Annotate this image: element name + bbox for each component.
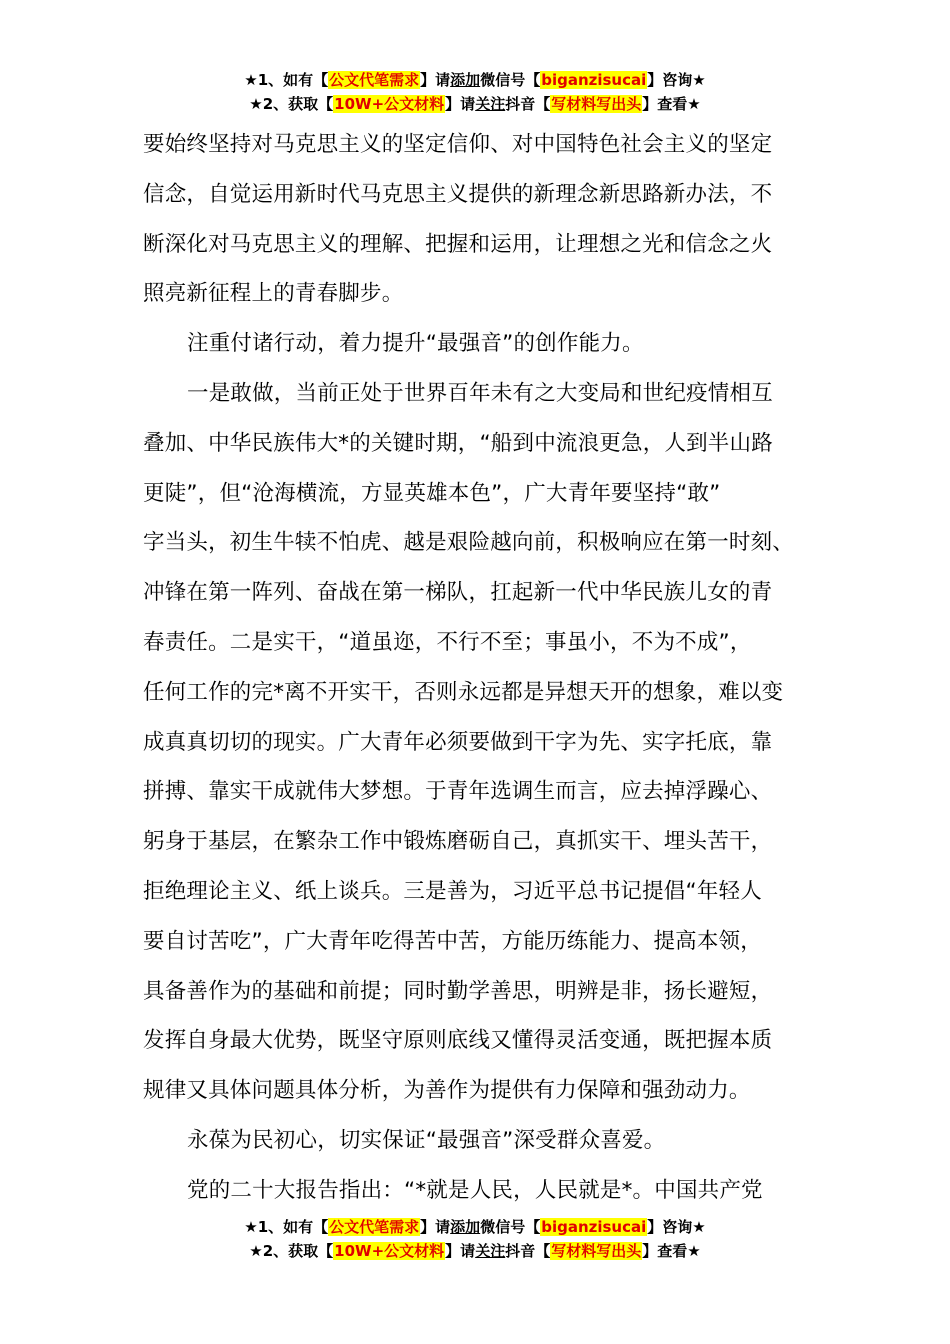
body-line: 断深化对马克思主义的理解、把握和运用，让理想之光和信念之火 <box>143 231 773 257</box>
highlight-materials: 10W+公文材料 <box>334 95 445 113</box>
body-line: 信念，自觉运用新时代马克思主义提供的新理念新思路新办法，不 <box>143 181 773 207</box>
underlined-text: 关注 <box>475 1242 506 1260</box>
underlined-text: 添加 <box>450 71 481 89</box>
section-heading: 永葆为民初心，切实保证“最强音”深受群众喜爱。 <box>187 1127 666 1153</box>
highlight-wechat-id: biganzisucai <box>541 1218 647 1236</box>
banner-text: 】咨询 <box>647 1218 693 1236</box>
star-icon: ★ <box>249 95 263 113</box>
body-line: 躬身于基层，在繁杂工作中锻炼磨砺自己，真抓实干、埋头苦干， <box>143 829 773 855</box>
highlight-douyin-id: 写材料写出头 <box>551 95 642 113</box>
highlight-douyin-id: 写材料写出头 <box>551 1242 642 1260</box>
star-icon: ★ <box>692 1218 706 1236</box>
underlined-text: 添加 <box>450 1218 481 1236</box>
banner-text: 】请 <box>445 95 476 113</box>
footer-banner <box>0 1215 950 1263</box>
banner-text: 2、获取【 <box>262 1242 334 1260</box>
banner-text: 2、获取【 <box>262 95 334 113</box>
banner-line-2 <box>0 1239 950 1263</box>
section-heading: 注重付诸行动，着力提升“最强音”的创作能力。 <box>187 331 644 357</box>
banner-text: 1、如有【 <box>257 1218 329 1236</box>
banner-text: 】查看 <box>642 1242 688 1260</box>
body-line: 发挥自身最大优势，既坚守原则底线又懂得灵活变通，既把握本质 <box>143 1028 773 1054</box>
star-icon: ★ <box>692 71 706 89</box>
banner-text: 】请 <box>420 1218 451 1236</box>
body-line: 具备善作为的基础和前提；同时勤学善思，明辨是非，扬长避短， <box>143 978 773 1004</box>
underlined-text: 关注 <box>475 95 506 113</box>
banner-text: 】请 <box>420 71 451 89</box>
body-line: 要自讨苦吃”，广大青年吃得苦中苦，方能历练能力、提高本领， <box>143 928 762 954</box>
body-line: 字当头，初生牛犊不怕虎、越是艰险越向前，积极响应在第一时刻、 <box>143 530 795 556</box>
header-banner <box>0 68 950 116</box>
star-icon: ★ <box>249 1242 263 1260</box>
highlight-service: 公文代笔需求 <box>329 71 420 89</box>
body-line: 春责任。二是实干，“道虽迩，不行不至；事虽小，不为不成”， <box>143 629 752 655</box>
banner-text: 1、如有【 <box>257 71 329 89</box>
body-line: 叠加、中华民族伟大*的关键时期，“船到中流浪更急，人到半山路 <box>143 430 773 456</box>
banner-text: 微信号【 <box>480 71 541 89</box>
banner-line-1 <box>0 68 950 92</box>
banner-text: 抖音【 <box>505 95 551 113</box>
banner-line-2 <box>0 92 950 116</box>
highlight-wechat-id: biganzisucai <box>541 71 647 89</box>
body-line: 拼搏、靠实干成就伟大梦想。于青年选调生而言，应去掉浮躁心、 <box>143 779 773 805</box>
banner-text: 】查看 <box>642 95 688 113</box>
body-line: 照亮新征程上的青春脚步。 <box>143 281 404 307</box>
body-line: 党的二十大报告指出：“*就是人民，人民就是*。中国共产党 <box>187 1177 763 1203</box>
highlight-service: 公文代笔需求 <box>329 1218 420 1236</box>
body-line: 冲锋在第一阵列、奋战在第一梯队，扛起新一代中华民族儿女的青 <box>143 580 773 606</box>
body-line: 任何工作的完*离不开实干，否则永远都是异想天开的想象，难以变 <box>143 679 784 705</box>
star-icon: ★ <box>687 1242 701 1260</box>
highlight-materials: 10W+公文材料 <box>334 1242 445 1260</box>
star-icon: ★ <box>244 1218 258 1236</box>
body-line: 拒绝理论主义、纸上谈兵。三是善为，习近平总书记提倡“年轻人 <box>143 878 762 904</box>
body-line: 要始终坚持对马克思主义的坚定信仰、对中国特色社会主义的坚定 <box>143 132 773 157</box>
banner-text: 微信号【 <box>480 1218 541 1236</box>
body-line: 规律又具体问题具体分析，为善作为提供有力保障和强劲动力。 <box>143 1078 751 1104</box>
body-line: 一是敢做，当前正处于世界百年未有之大变局和世纪疫情相互 <box>187 380 773 406</box>
banner-text: 抖音【 <box>505 1242 551 1260</box>
star-icon: ★ <box>687 95 701 113</box>
document-body <box>143 120 813 1216</box>
body-line: 更陡”，但“沧海横流，方显英雄本色”，广大青年要坚持“敢” <box>143 480 721 506</box>
body-line: 成真真切切的现实。广大青年必须要做到干字为先、实字托底，靠 <box>143 729 773 755</box>
banner-line-1 <box>0 1215 950 1239</box>
banner-text: 】请 <box>445 1242 476 1260</box>
banner-text: 】咨询 <box>647 71 693 89</box>
star-icon: ★ <box>244 71 258 89</box>
